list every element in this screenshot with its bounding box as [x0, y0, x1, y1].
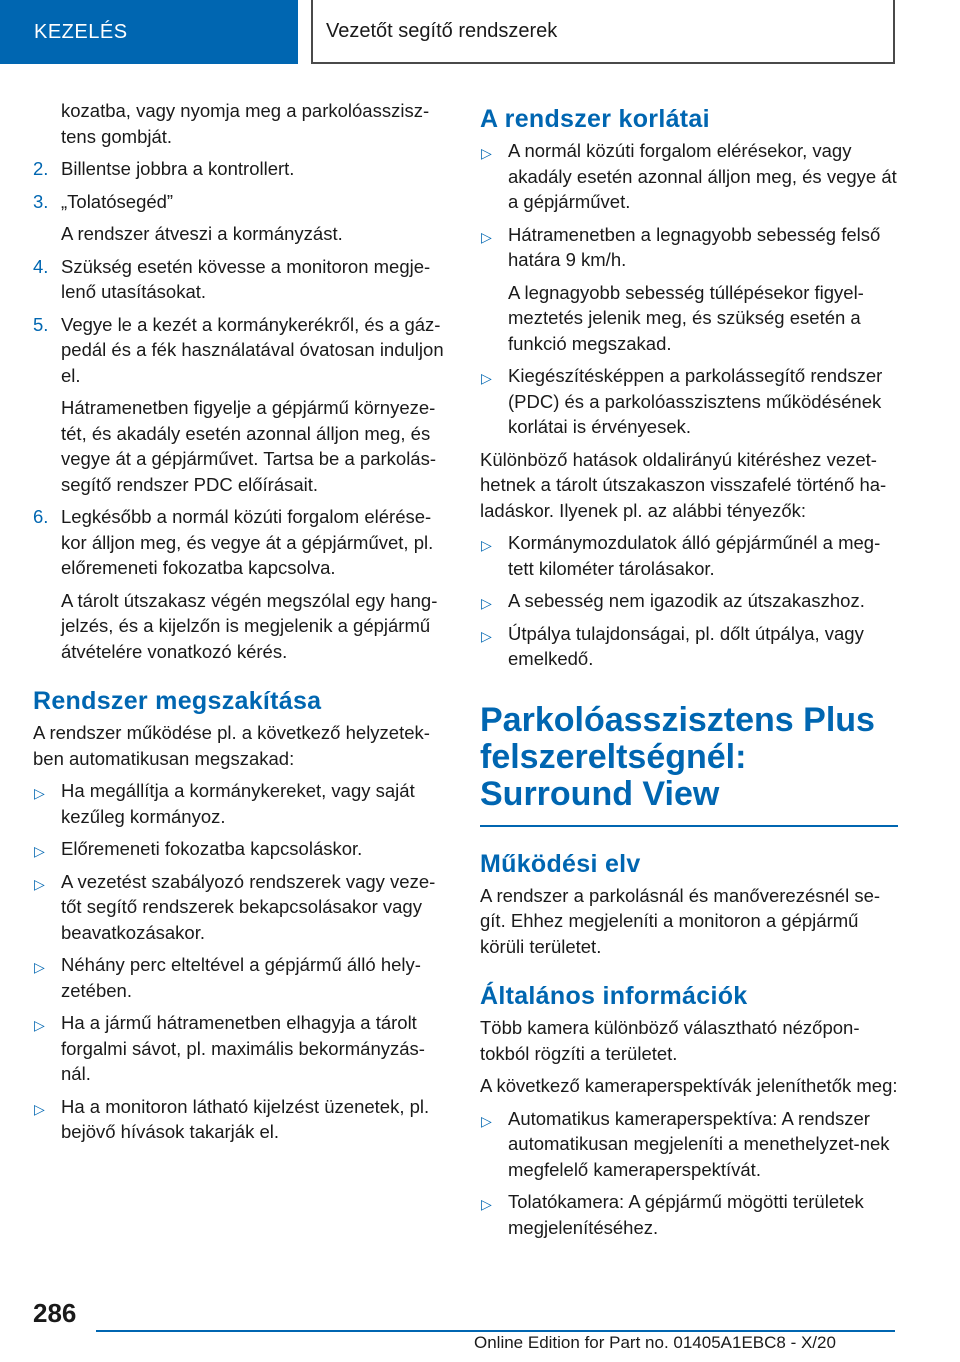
step-number: 2.: [33, 158, 49, 179]
step-text: Legkésőbb a normál közúti forgalom elérése-kor álljon meg, és vegye át a gépjárművet, pl. előremeneti fokozatba kapcsolva.: [61, 506, 434, 578]
list-item: [480, 1189, 898, 1240]
paragraph: Több kamera különböző választható nézőpon-tokból rögzíti a területet.: [480, 1017, 860, 1064]
step-item: [33, 312, 451, 389]
list-item: [480, 222, 898, 273]
step-continuation: A tárolt útszakasz végén megszólal egy hang-jelzés, és a kijelzőn is megjelenik a gépjármű átvételére vonatkozó kérés.: [61, 589, 438, 662]
step-item: [33, 156, 451, 182]
triangle-right-outline-icon: ▷: [481, 627, 492, 644]
step-continuation: A rendszer átveszi a kormányzást.: [61, 223, 343, 244]
right-column: [480, 98, 898, 1247]
list-item: [480, 363, 898, 440]
list-item: [480, 138, 898, 215]
list-item-text: Néhány perc elteltével a gépjármű álló hely-zetében.: [61, 954, 421, 1001]
section-title: KEZELÉS: [0, 0, 298, 64]
triangle-right-outline-icon: ▷: [481, 595, 492, 611]
list-item-text: A sebesség nem igazodik az útszakaszhoz.: [508, 590, 865, 611]
list-item: [480, 530, 898, 581]
step-text: Szükség esetén kövesse a monitoron megje-lenő utasításokat.: [61, 255, 431, 302]
left-column: [33, 98, 451, 1152]
triangle-right-outline-icon: ▷: [34, 1100, 45, 1117]
triangle-right-outline-icon: ▷: [34, 785, 45, 801]
list-item: [33, 1094, 451, 1145]
triangle-right-outline-icon: ▷: [481, 537, 492, 553]
step-number: 4.: [33, 255, 49, 277]
list-item-text: Ha a monitoron látható kijelzést üzenetek, pl. bejövő hívások takarják el.: [61, 1095, 430, 1142]
list-item: [480, 621, 898, 672]
list-item-text: Tolatókamera: A gépjármű mögötti területek megjelenítéséhez.: [508, 1191, 864, 1238]
step-item: [33, 504, 451, 581]
heading-limits: A rendszer korlátai: [480, 105, 710, 133]
heading-interrupt: Rendszer megszakítása: [33, 687, 322, 715]
heading-principle: Működési elv: [480, 849, 641, 878]
list-item: [33, 1010, 451, 1087]
step-item: [33, 189, 451, 215]
step-continuation: kozatba, vagy nyomja meg a parkolóasszisz-tens gombját.: [61, 100, 430, 147]
list-item: [33, 836, 451, 862]
list-item-text: Hátramenetben a legnagyobb sebesség felső határa 9 km/h.: [508, 223, 881, 270]
page-number: 286: [33, 1298, 77, 1328]
paragraph: A következő kameraperspektívák jeleníthetők meg:: [480, 1075, 898, 1096]
list-item-continuation: A legnagyobb sebesség túllépésekor figyel-meztetés jelenik meg, és szükség esetén a funkció megszakad.: [508, 281, 864, 354]
footer-edition: Online Edition for Part no. 01405A1EBC8 - X/20: [474, 1333, 836, 1352]
triangle-right-outline-icon: ▷: [34, 875, 45, 892]
list-item-text: Automatikus kameraperspektíva: A rendszer automatikusan megjeleníti a menethelyzet-nek megfelelő kameraperspektívát.: [508, 1107, 890, 1180]
step-number: 3.: [33, 190, 49, 212]
list-item: [33, 778, 451, 829]
triangle-right-outline-icon: ▷: [481, 370, 492, 386]
triangle-right-outline-icon: ▷: [34, 959, 45, 975]
step-text: Vegye le a kezét a kormánykerékről, és a gáz-pedál és a fék használatával óvatosan induljon el.: [61, 313, 444, 386]
list-item: [33, 952, 451, 1003]
list-item-text: A normál közúti forgalom elérésekor, vagy akadály esetén azonnal álljon meg, és vegye át a gépjárművet.: [508, 140, 897, 212]
paragraph: A rendszer működése pl. a következő helyzetek-ben automatikusan megszakad:: [33, 722, 430, 769]
triangle-right-outline-icon: ▷: [481, 1112, 492, 1129]
heading-general: Általános információk: [480, 982, 748, 1010]
list-item-text: Előremeneti fokozatba kapcsoláskor.: [61, 838, 363, 859]
step-item: [33, 254, 451, 305]
list-item: [480, 1106, 898, 1183]
topic-title: Vezetőt segítő rendszerek: [311, 0, 895, 64]
list-item: [480, 588, 898, 614]
divider: [480, 825, 898, 827]
list-item-text: Kiegészítésképpen a parkolássegítő rendszer (PDC) és a parkolóasszisztens működésének korlátai is érvényesek.: [508, 365, 883, 437]
triangle-right-outline-icon: ▷: [34, 843, 45, 859]
triangle-right-outline-icon: ▷: [481, 228, 492, 245]
step-continuation: Hátramenetben figyelje a gépjármű környeze-tét, és akadály esetén azonnal álljon meg, és vegye át a gépjárművet. Tartsa be a parkolás-segítő rendszer PDC előírásait.: [61, 397, 437, 495]
list-item: [33, 869, 451, 946]
list-item-text: Útpálya tulajdonságai, pl. dőlt útpálya, vagy emelkedő.: [508, 622, 864, 669]
triangle-right-outline-icon: ▷: [481, 145, 492, 161]
step-text: „Tolatósegéd”: [61, 190, 174, 212]
step-number: 6.: [33, 506, 49, 527]
list-item-text: Kormánymozdulatok álló gépjárműnél a meg-tett kilométer tárolásakor.: [508, 532, 881, 579]
step-text: Billentse jobbra a kontrollert.: [61, 158, 295, 179]
paragraph: Különböző hatások oldalirányú kitéréshez vezet-hetnek a tárolt útszakaszon visszafelé történő ha-ladáskor. Ilyenek pl. az alábbi tényezők:: [480, 448, 887, 521]
page-header: [0, 0, 960, 64]
step-number: 5.: [33, 313, 49, 335]
list-item-text: Ha megállítja a kormánykereket, vagy saját kezűleg kormányoz.: [61, 780, 415, 827]
footer-divider: [96, 1330, 895, 1332]
triangle-right-outline-icon: ▷: [34, 1017, 45, 1033]
list-item-text: Ha a jármű hátramenetben elhagyja a tárolt forgalmi sávot, pl. maximális bekormányzás-nál.: [61, 1012, 425, 1084]
paragraph: A rendszer a parkolásnál és manőverezésnél se-gít. Ehhez megjeleníti a monitoron a gépjármű körüli területet.: [480, 884, 881, 957]
list-item-text: A vezetést szabályozó rendszerek vagy veze-tőt segítő rendszerek bekapcsolásakor vagy beavatkozásakor.: [61, 870, 436, 943]
triangle-right-outline-icon: ▷: [481, 1196, 492, 1212]
heading-surround-view: Parkolóasszisztens Plus felszereltségnél: Surround View: [480, 700, 875, 813]
